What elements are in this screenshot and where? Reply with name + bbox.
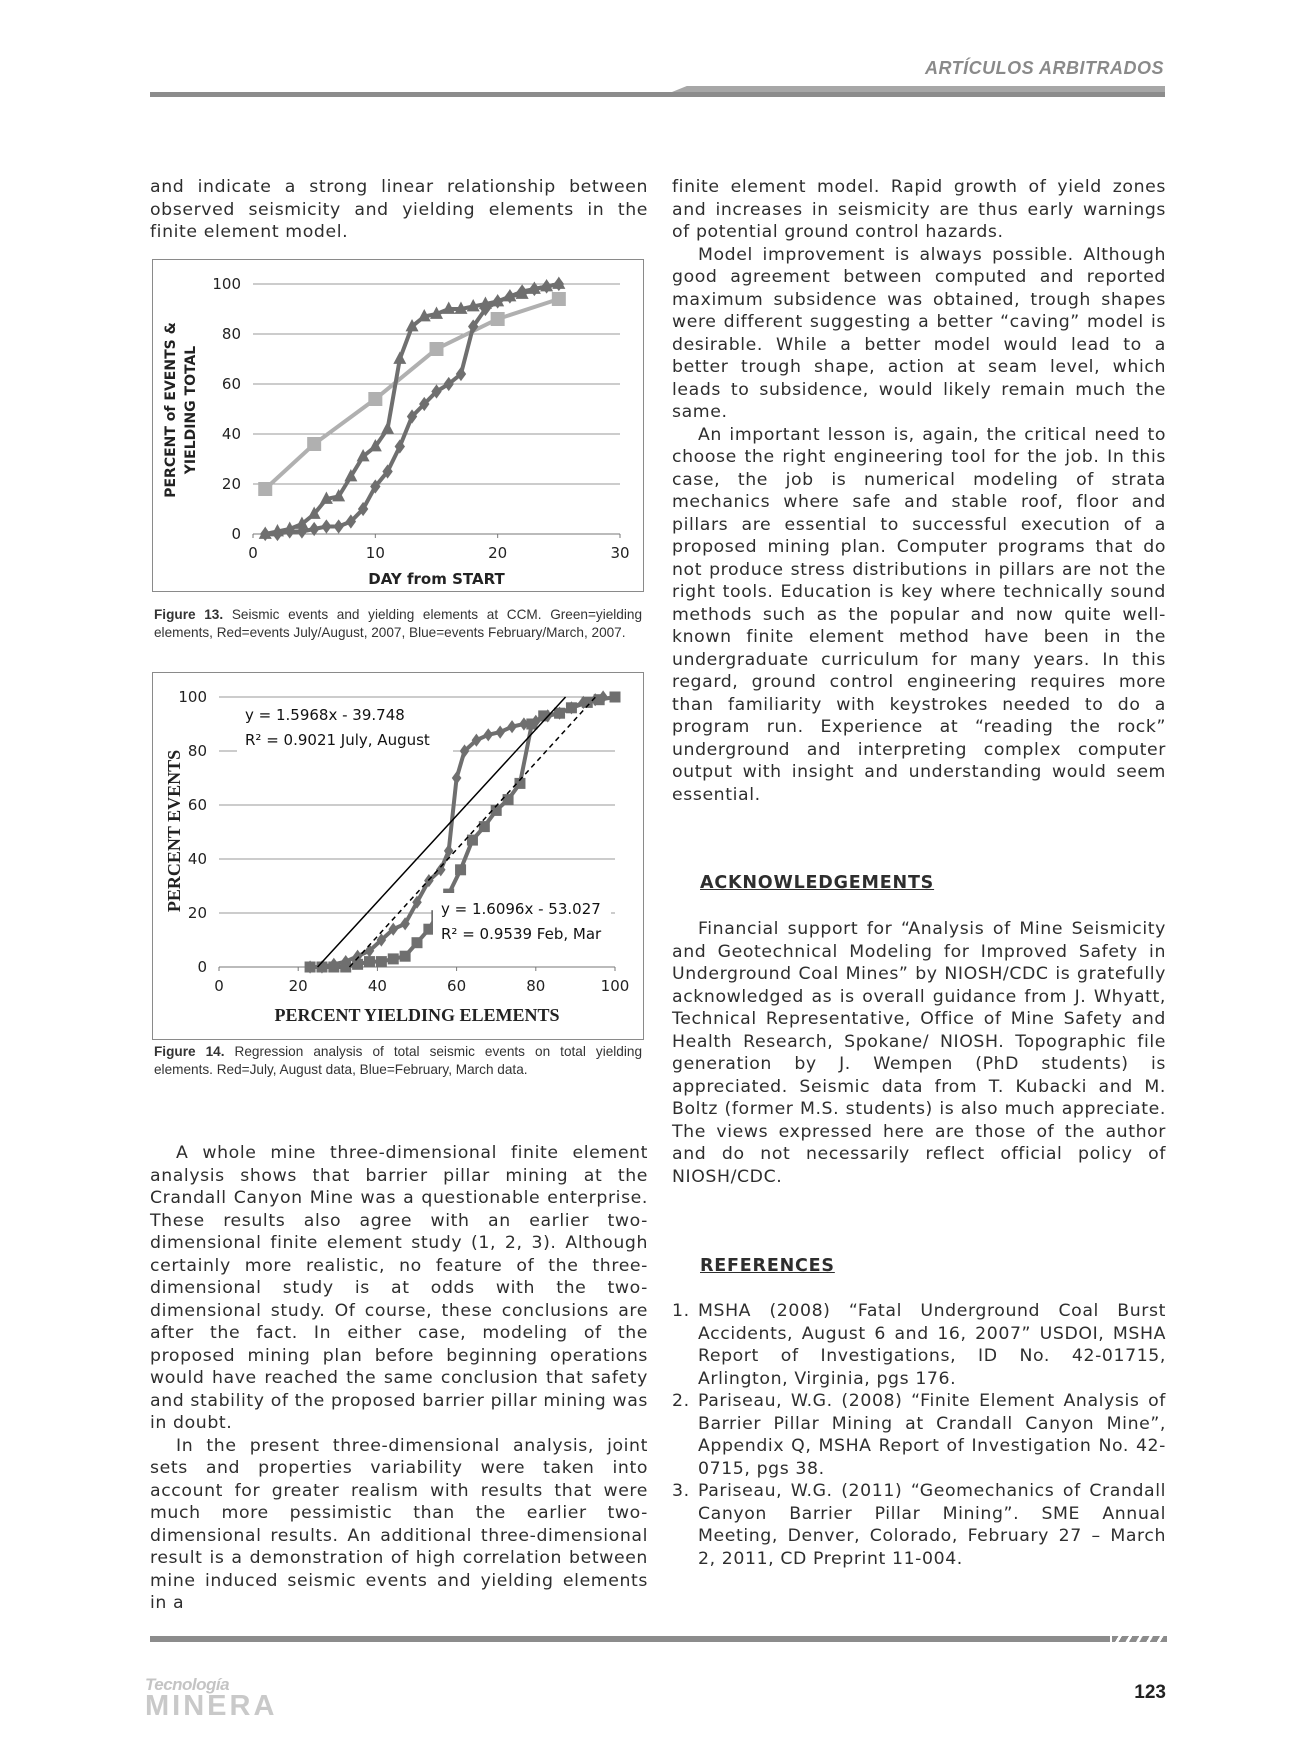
x-tick-label: 10 — [365, 544, 385, 562]
data-point-square — [328, 962, 339, 973]
reference-item — [672, 1300, 1166, 1390]
data-point-square — [258, 482, 272, 496]
right-paragraph-3: An important lesson is, again, the critical need to choose the right engineering tool for the job. In this case, the job is numerical modeling of strata mechanics where safe and stable roof, floor and pillars are essential to successful execution of a proposed mining plan. Computer programs that do not produce stress distributions in pillars are not the right tools. Education is key where technically sound methods such as the popular and now quite well-known finite element method have been in the undergraduate curriculum for many years. In this regard, ground control engineering requires more than familiarity with keystrokes needed to do a program run. Experience at “reading the rock” underground and interpreting complex computer output with insight and understanding would seem essential. — [672, 424, 1166, 805]
figure-13-chart — [152, 259, 644, 592]
left-intro — [150, 176, 648, 244]
left-paragraph-2: In the present three-dimensional analysis, joint sets and properties variability were taken into account for greater realism with results that were much more pessimistic than the earlier two-dimensional results. An additional three-dimensional result is a demonstration of high correlation between mine induced seismic events and yielding elements in a — [150, 1435, 648, 1613]
data-point-diamond — [260, 527, 270, 541]
data-point-diamond — [333, 519, 343, 533]
right-paragraph-1: finite element model. Rapid growth of yield zones and increases in seismicity are thus early warnings of potential ground control hazards. — [672, 177, 1166, 242]
data-point-diamond — [507, 720, 517, 733]
data-point-triangle — [393, 352, 406, 364]
data-point-square — [610, 692, 621, 703]
y-axis-label-line: YIELDING TOTAL — [183, 345, 199, 475]
header-rule — [150, 92, 1165, 97]
data-point-diamond — [492, 294, 502, 308]
data-point-square — [503, 794, 514, 805]
references-list — [672, 1300, 1166, 1570]
data-point-square — [526, 719, 537, 730]
data-point-square — [376, 956, 387, 967]
reference-text: Pariseau, W.G. (2008) “Finite Element Analysis of Barrier Pillar Mining at Crandall Canyon Mine”, Appendix Q, MSHA Report of Investigation No. 42-0715, pgs 38. — [698, 1391, 1166, 1479]
figure-14-caption-text: Regression analysis of total seismic events on total yielding elements. Red=July, August data, Blue=February, March data. — [154, 1044, 642, 1077]
y-tick-label: 60 — [221, 375, 241, 393]
x-tick-label: 40 — [367, 977, 387, 995]
references-section — [672, 1300, 1166, 1570]
figure-13-label: Figure 13. — [154, 607, 224, 622]
page-number: 123 — [1134, 1682, 1166, 1703]
acknowledgements-text: Financial support for “Analysis of Mine Seismicity and Geotechnical Modeling for Improved Safety in Underground Coal Mines” by NIOSH/CDC is gratefully acknowledged as is overall guidance from J. Whyatt, Technical Representative, Office of Mine Safety and Health Research, Spokane/ NIOSH. Topographic file generation by J. Wempen (PhD students) is appreciated. Seismic data from T. Kubacki and M. Boltz (former M.S. students) is also much appreciate. The views expressed here are those of the author and do not necessarily reflect official policy of NIOSH/CDC. — [672, 919, 1166, 1187]
right-paragraph-2: Model improvement is always possible. Although good agreement between computed and reported maximum subsidence was obtained, trough shapes were different suggesting a better “caving” model is desirable. While a better model would lead to a better trough shape, action at seam level, which leads to subsidence, would likely remain much the same. — [672, 244, 1166, 422]
data-point-triangle — [381, 422, 394, 434]
data-point-square — [491, 312, 505, 326]
y-axis-label-group — [163, 322, 199, 498]
data-point-diamond — [554, 277, 564, 291]
left-body — [150, 1142, 648, 1615]
y-tick-label: 20 — [221, 475, 241, 493]
x-tick-label: 20 — [288, 977, 308, 995]
data-point-diamond — [505, 289, 515, 303]
section-label: ARTÍCULOS ARBITRADOS — [925, 58, 1164, 78]
figure-13-caption-text: Seismic events and yielding elements at CCM. Green=yielding elements, Red=events July/August, 2007, Blue=events February/March, 2007. — [154, 607, 643, 640]
reference-text: MSHA (2008) “Fatal Underground Coal Burst Accidents, August 6 and 16, 2007” USDOI, MSHA Report of Investigations, ID No. 42-01715, Arlington, Virginia, pgs 176. — [698, 1301, 1166, 1389]
regression-r-squared: R² = 0.9539 Feb, Mar — [441, 925, 602, 943]
figure-14-svg — [153, 673, 643, 1039]
reference-number: 2. — [672, 1391, 690, 1411]
acknowledgements-section — [672, 918, 1166, 1188]
y-axis-label-line: PERCENT of EVENTS & — [163, 322, 179, 498]
x-tick-label: 0 — [214, 977, 224, 995]
regression-equation: y = 1.6096x - 53.027 — [441, 900, 601, 918]
reference-item — [672, 1480, 1166, 1570]
y-tick-label: 60 — [187, 796, 207, 814]
figure-14-chart — [152, 672, 644, 1040]
x-axis-label: PERCENT YIELDING ELEMENTS — [274, 1005, 560, 1025]
x-tick-label: 60 — [447, 977, 467, 995]
data-point-square — [455, 864, 466, 875]
data-point-square — [552, 292, 566, 306]
data-point-square — [364, 956, 375, 967]
y-tick-label: 100 — [212, 275, 241, 293]
data-point-square — [594, 694, 605, 705]
figure-14-label: Figure 14. — [154, 1044, 225, 1059]
logo-wordmark: MINERA — [145, 1690, 278, 1722]
reference-number: 3. — [672, 1481, 690, 1501]
right-body — [672, 176, 1166, 806]
reference-number: 1. — [672, 1301, 690, 1321]
y-tick-label: 100 — [178, 688, 207, 706]
x-tick-label: 100 — [600, 977, 630, 995]
data-point-diamond — [321, 519, 331, 533]
x-tick-label: 0 — [248, 544, 258, 562]
x-tick-label: 30 — [610, 544, 630, 562]
acknowledgements-heading: ACKNOWLEDGEMENTS — [700, 873, 935, 893]
data-point-square — [467, 835, 478, 846]
data-point-square — [412, 937, 423, 948]
data-point-square — [368, 392, 382, 406]
y-tick-label: 0 — [231, 525, 241, 543]
data-point-square — [566, 702, 577, 713]
regression-r-squared: R² = 0.9021 July, August — [245, 731, 430, 749]
data-point-square — [554, 708, 565, 719]
data-point-diamond — [495, 726, 505, 739]
data-point-square — [479, 821, 490, 832]
footer-rule — [150, 1636, 1110, 1642]
x-axis-label: DAY from START — [368, 570, 505, 588]
data-point-square — [388, 953, 399, 964]
y-tick-label: 40 — [187, 850, 207, 868]
x-tick-label: 80 — [526, 977, 546, 995]
figure-13-caption — [154, 606, 642, 641]
left-paragraph-1: A whole mine three-dimensional finite element analysis shows that barrier pillar mining at the Crandall Canyon Mine was a questionable enterprise. These results also agree with an earlier two-dimensional finite element study (1, 2, 3). Although certainly more realistic, no feature of the three-dimensional study is at odds with the two-dimensional study. Of course, these conclusions are after the fact. In either case, modeling of the proposed mining plan before beginning operations would have reached the same conclusion that safety and stability of the proposed barrier pillar mining was in doubt. — [150, 1143, 648, 1433]
y-tick-label: 0 — [197, 958, 207, 976]
y-tick-label: 80 — [221, 325, 241, 343]
y-tick-label: 20 — [187, 904, 207, 922]
reference-text: Pariseau, W.G. (2011) “Geomechanics of Crandall Canyon Barrier Pillar Mining”. SME Annual Meeting, Denver, Colorado, February 27 – March 2, 2011, CD Preprint 11-004. — [698, 1481, 1166, 1569]
footer-rule-hatch — [1112, 1636, 1167, 1642]
x-tick-label: 20 — [488, 544, 508, 562]
data-point-square — [305, 962, 316, 973]
figure-14-caption — [154, 1043, 642, 1078]
data-point-square — [400, 951, 411, 962]
data-point-diamond — [483, 728, 493, 741]
regression-equation: y = 1.5968x - 39.748 — [245, 706, 405, 724]
data-point-square — [307, 437, 321, 451]
references-heading: REFERENCES — [700, 1256, 835, 1276]
left-intro-paragraph: and indicate a strong linear relationship between observed seismicity and yielding elements in the finite element model. — [150, 177, 648, 242]
data-point-square — [423, 924, 434, 935]
reference-item — [672, 1390, 1166, 1480]
y-tick-label: 40 — [221, 425, 241, 443]
data-point-square — [352, 959, 363, 970]
y-axis-label: PERCENT EVENTS — [164, 749, 184, 913]
figure-13-svg — [153, 260, 643, 591]
y-tick-label: 80 — [187, 742, 207, 760]
data-point-square — [430, 342, 444, 356]
logo-wordmark-top: Tecnología — [145, 1675, 230, 1694]
data-point-diamond — [541, 279, 551, 293]
